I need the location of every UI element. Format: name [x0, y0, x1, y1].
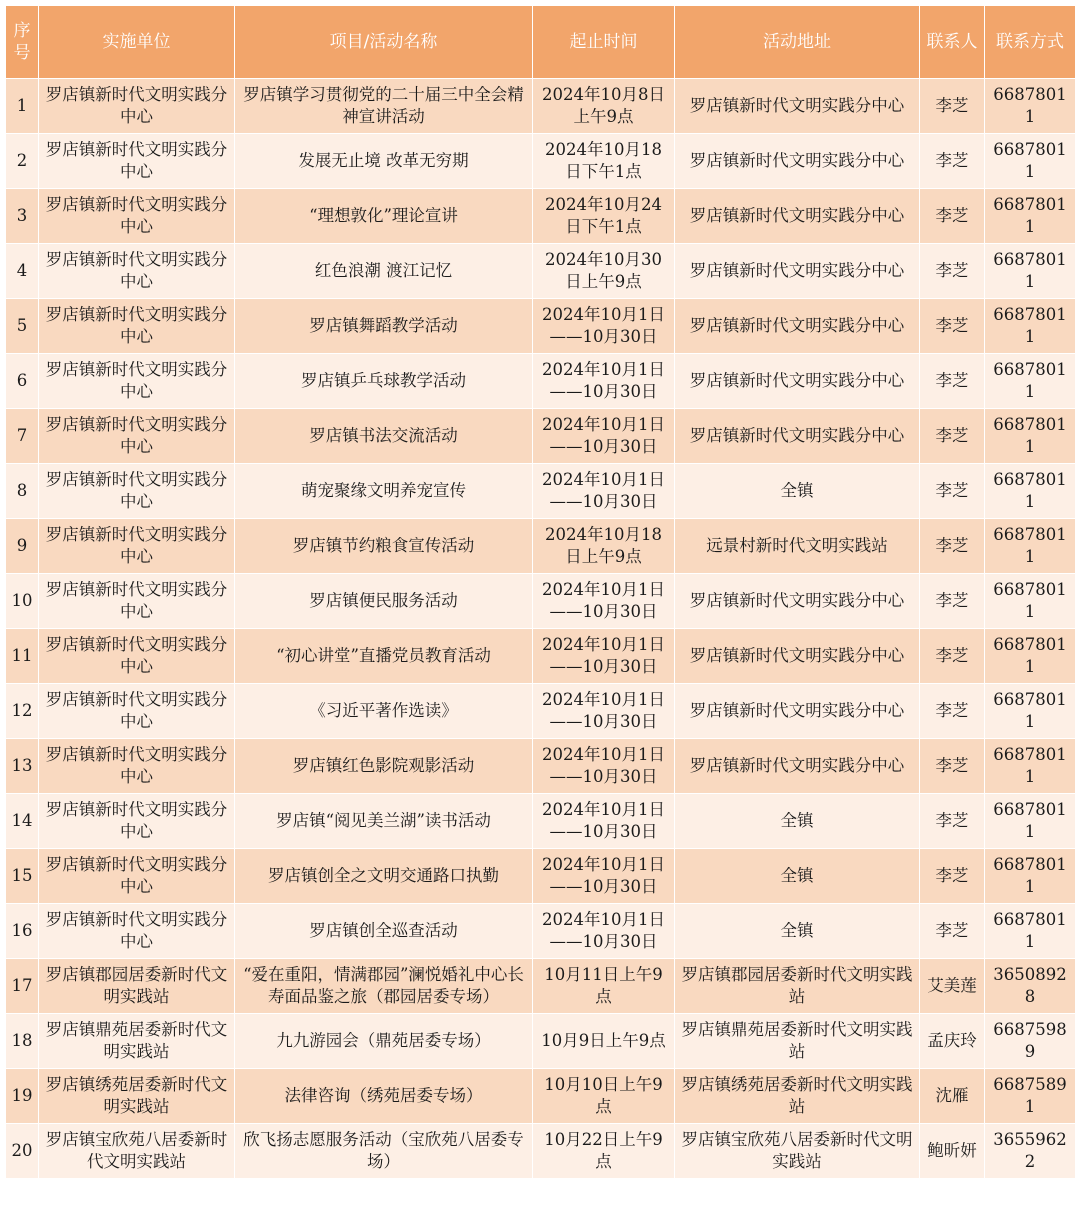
cell-organizer: 罗店镇新时代文明实践分中心 [39, 794, 235, 849]
table-row [6, 244, 1076, 299]
cell-organizer: 罗店镇新时代文明实践分中心 [39, 244, 235, 299]
cell-address: 罗店镇绣苑居委新时代文明实践站 [675, 1069, 920, 1124]
cell-time: 2024年10月1日——10月30日 [533, 409, 675, 464]
cell-time: 10月9日上午9点 [533, 1014, 675, 1069]
cell-index: 16 [6, 904, 39, 959]
cell-address: 罗店镇新时代文明实践分中心 [675, 79, 920, 134]
cell-activity-name: 发展无止境 改革无穷期 [235, 134, 533, 189]
table-row [6, 794, 1076, 849]
cell-address: 罗店镇新时代文明实践分中心 [675, 134, 920, 189]
cell-contact-person: 李芝 [920, 354, 985, 409]
cell-index: 10 [6, 574, 39, 629]
cell-time: 2024年10月1日——10月30日 [533, 904, 675, 959]
cell-contact-person: 鲍昕妍 [920, 1124, 985, 1179]
cell-index: 19 [6, 1069, 39, 1124]
activity-table [5, 5, 1076, 1179]
table-row [6, 629, 1076, 684]
cell-time: 2024年10月18日上午9点 [533, 519, 675, 574]
cell-organizer: 罗店镇郡园居委新时代文明实践站 [39, 959, 235, 1014]
cell-organizer: 罗店镇新时代文明实践分中心 [39, 904, 235, 959]
table-row [6, 189, 1076, 244]
cell-time: 2024年10月30日上午9点 [533, 244, 675, 299]
table-row [6, 1014, 1076, 1069]
table-row [6, 1069, 1076, 1124]
cell-time: 2024年10月8日上午9点 [533, 79, 675, 134]
table-header-row [6, 6, 1076, 79]
table-row [6, 1124, 1076, 1179]
header-contact-phone: 联系方式 [985, 6, 1076, 79]
cell-index: 3 [6, 189, 39, 244]
header-address: 活动地址 [675, 6, 920, 79]
cell-address: 罗店镇鼎苑居委新时代文明实践站 [675, 1014, 920, 1069]
cell-organizer: 罗店镇新时代文明实践分中心 [39, 574, 235, 629]
cell-organizer: 罗店镇新时代文明实践分中心 [39, 189, 235, 244]
cell-contact-phone: 66875989 [985, 1014, 1076, 1069]
cell-activity-name: 欣飞扬志愿服务活动（宝欣苑八居委专场） [235, 1124, 533, 1179]
cell-index: 14 [6, 794, 39, 849]
cell-activity-name: 法律咨询（绣苑居委专场） [235, 1069, 533, 1124]
cell-contact-phone: 66878011 [985, 574, 1076, 629]
cell-contact-phone: 66878011 [985, 244, 1076, 299]
cell-activity-name: 罗店镇节约粮食宣传活动 [235, 519, 533, 574]
cell-contact-phone: 66878011 [985, 354, 1076, 409]
cell-index: 11 [6, 629, 39, 684]
cell-index: 5 [6, 299, 39, 354]
cell-contact-person: 李芝 [920, 464, 985, 519]
cell-index: 8 [6, 464, 39, 519]
table-row [6, 904, 1076, 959]
cell-index: 7 [6, 409, 39, 464]
table-row [6, 409, 1076, 464]
cell-time: 2024年10月1日——10月30日 [533, 849, 675, 904]
cell-contact-phone: 66878011 [985, 794, 1076, 849]
cell-index: 18 [6, 1014, 39, 1069]
cell-address: 罗店镇郡园居委新时代文明实践站 [675, 959, 920, 1014]
cell-time: 2024年10月18日下午1点 [533, 134, 675, 189]
cell-address: 远景村新时代文明实践站 [675, 519, 920, 574]
cell-activity-name: “初心讲堂”直播党员教育活动 [235, 629, 533, 684]
cell-organizer: 罗店镇新时代文明实践分中心 [39, 684, 235, 739]
cell-contact-phone: 36559622 [985, 1124, 1076, 1179]
cell-activity-name: 罗店镇乒乓球教学活动 [235, 354, 533, 409]
cell-address: 罗店镇新时代文明实践分中心 [675, 409, 920, 464]
cell-activity-name: 罗店镇学习贯彻党的二十届三中全会精神宣讲活动 [235, 79, 533, 134]
cell-organizer: 罗店镇新时代文明实践分中心 [39, 134, 235, 189]
cell-contact-person: 李芝 [920, 79, 985, 134]
cell-contact-person: 李芝 [920, 134, 985, 189]
cell-organizer: 罗店镇新时代文明实践分中心 [39, 464, 235, 519]
cell-organizer: 罗店镇新时代文明实践分中心 [39, 519, 235, 574]
cell-contact-person: 李芝 [920, 409, 985, 464]
cell-contact-phone: 66875891 [985, 1069, 1076, 1124]
cell-address: 罗店镇新时代文明实践分中心 [675, 574, 920, 629]
cell-address: 全镇 [675, 464, 920, 519]
cell-activity-name: 九九游园会（鼎苑居委专场） [235, 1014, 533, 1069]
cell-organizer: 罗店镇绣苑居委新时代文明实践站 [39, 1069, 235, 1124]
cell-activity-name: 罗店镇红色影院观影活动 [235, 739, 533, 794]
cell-address: 全镇 [675, 904, 920, 959]
cell-contact-person: 李芝 [920, 629, 985, 684]
cell-contact-phone: 66878011 [985, 409, 1076, 464]
cell-contact-person: 李芝 [920, 574, 985, 629]
cell-contact-person: 李芝 [920, 244, 985, 299]
cell-contact-phone: 66878011 [985, 189, 1076, 244]
cell-address: 罗店镇新时代文明实践分中心 [675, 244, 920, 299]
cell-activity-name: 罗店镇便民服务活动 [235, 574, 533, 629]
cell-contact-person: 李芝 [920, 739, 985, 794]
cell-contact-person: 李芝 [920, 904, 985, 959]
cell-activity-name: 罗店镇创全巡查活动 [235, 904, 533, 959]
table-row [6, 79, 1076, 134]
cell-contact-phone: 66878011 [985, 79, 1076, 134]
cell-index: 4 [6, 244, 39, 299]
cell-organizer: 罗店镇新时代文明实践分中心 [39, 739, 235, 794]
cell-contact-person: 李芝 [920, 519, 985, 574]
cell-contact-phone: 66878011 [985, 739, 1076, 794]
cell-organizer: 罗店镇新时代文明实践分中心 [39, 354, 235, 409]
cell-index: 1 [6, 79, 39, 134]
cell-time: 10月10日上午9点 [533, 1069, 675, 1124]
cell-activity-name: 罗店镇“阅见美兰湖”读书活动 [235, 794, 533, 849]
cell-activity-name: 罗店镇创全之文明交通路口执勤 [235, 849, 533, 904]
cell-contact-phone: 66878011 [985, 519, 1076, 574]
cell-activity-name: “爱在重阳，情满郡园”澜悦婚礼中心长寿面品鉴之旅（郡园居委专场） [235, 959, 533, 1014]
cell-address: 全镇 [675, 849, 920, 904]
table-row [6, 574, 1076, 629]
cell-address: 罗店镇宝欣苑八居委新时代文明实践站 [675, 1124, 920, 1179]
cell-organizer: 罗店镇新时代文明实践分中心 [39, 299, 235, 354]
cell-time: 2024年10月24日下午1点 [533, 189, 675, 244]
table-row [6, 684, 1076, 739]
cell-time: 2024年10月1日——10月30日 [533, 794, 675, 849]
cell-activity-name: “理想敦化”理论宣讲 [235, 189, 533, 244]
cell-contact-phone: 66878011 [985, 684, 1076, 739]
header-activity-name: 项目/活动名称 [235, 6, 533, 79]
cell-time: 2024年10月1日——10月30日 [533, 574, 675, 629]
cell-contact-person: 李芝 [920, 849, 985, 904]
table-row [6, 464, 1076, 519]
table-row [6, 849, 1076, 904]
cell-organizer: 罗店镇新时代文明实践分中心 [39, 849, 235, 904]
cell-index: 17 [6, 959, 39, 1014]
cell-contact-person: 李芝 [920, 794, 985, 849]
cell-time: 2024年10月1日——10月30日 [533, 684, 675, 739]
cell-index: 2 [6, 134, 39, 189]
cell-time: 2024年10月1日——10月30日 [533, 739, 675, 794]
cell-organizer: 罗店镇新时代文明实践分中心 [39, 629, 235, 684]
cell-address: 罗店镇新时代文明实践分中心 [675, 354, 920, 409]
header-time: 起止时间 [533, 6, 675, 79]
table-row [6, 354, 1076, 409]
table-row [6, 134, 1076, 189]
cell-activity-name: 罗店镇书法交流活动 [235, 409, 533, 464]
cell-activity-name: 红色浪潮 渡江记忆 [235, 244, 533, 299]
cell-time: 2024年10月1日——10月30日 [533, 464, 675, 519]
cell-index: 13 [6, 739, 39, 794]
cell-address: 罗店镇新时代文明实践分中心 [675, 629, 920, 684]
cell-organizer: 罗店镇宝欣苑八居委新时代文明实践站 [39, 1124, 235, 1179]
cell-contact-person: 孟庆玲 [920, 1014, 985, 1069]
cell-time: 2024年10月1日——10月30日 [533, 354, 675, 409]
cell-index: 9 [6, 519, 39, 574]
header-contact-person: 联系人 [920, 6, 985, 79]
cell-contact-person: 沈雁 [920, 1069, 985, 1124]
cell-address: 罗店镇新时代文明实践分中心 [675, 684, 920, 739]
cell-contact-phone: 66878011 [985, 299, 1076, 354]
cell-address: 罗店镇新时代文明实践分中心 [675, 189, 920, 244]
cell-contact-phone: 36508928 [985, 959, 1076, 1014]
table-row [6, 519, 1076, 574]
cell-contact-person: 李芝 [920, 684, 985, 739]
cell-time: 2024年10月1日——10月30日 [533, 629, 675, 684]
table-row [6, 959, 1076, 1014]
cell-activity-name: 《习近平著作选读》 [235, 684, 533, 739]
cell-index: 20 [6, 1124, 39, 1179]
table-row [6, 739, 1076, 794]
cell-contact-phone: 66878011 [985, 849, 1076, 904]
cell-contact-phone: 66878011 [985, 134, 1076, 189]
cell-time: 2024年10月1日——10月30日 [533, 299, 675, 354]
cell-index: 15 [6, 849, 39, 904]
table-row [6, 299, 1076, 354]
cell-contact-person: 李芝 [920, 189, 985, 244]
cell-activity-name: 萌宠聚缘文明养宠宣传 [235, 464, 533, 519]
cell-organizer: 罗店镇新时代文明实践分中心 [39, 409, 235, 464]
activity-schedule [5, 5, 1075, 1179]
cell-contact-phone: 66878011 [985, 904, 1076, 959]
cell-index: 12 [6, 684, 39, 739]
cell-organizer: 罗店镇新时代文明实践分中心 [39, 79, 235, 134]
cell-contact-phone: 66878011 [985, 464, 1076, 519]
cell-organizer: 罗店镇鼎苑居委新时代文明实践站 [39, 1014, 235, 1069]
header-index: 序号 [6, 6, 39, 79]
cell-time: 10月22日上午9点 [533, 1124, 675, 1179]
cell-address: 罗店镇新时代文明实践分中心 [675, 739, 920, 794]
cell-address: 罗店镇新时代文明实践分中心 [675, 299, 920, 354]
cell-time: 10月11日上午9点 [533, 959, 675, 1014]
cell-address: 全镇 [675, 794, 920, 849]
cell-contact-phone: 66878011 [985, 629, 1076, 684]
cell-index: 6 [6, 354, 39, 409]
cell-contact-person: 李芝 [920, 299, 985, 354]
header-organizer: 实施单位 [39, 6, 235, 79]
cell-contact-person: 艾美莲 [920, 959, 985, 1014]
cell-activity-name: 罗店镇舞蹈教学活动 [235, 299, 533, 354]
